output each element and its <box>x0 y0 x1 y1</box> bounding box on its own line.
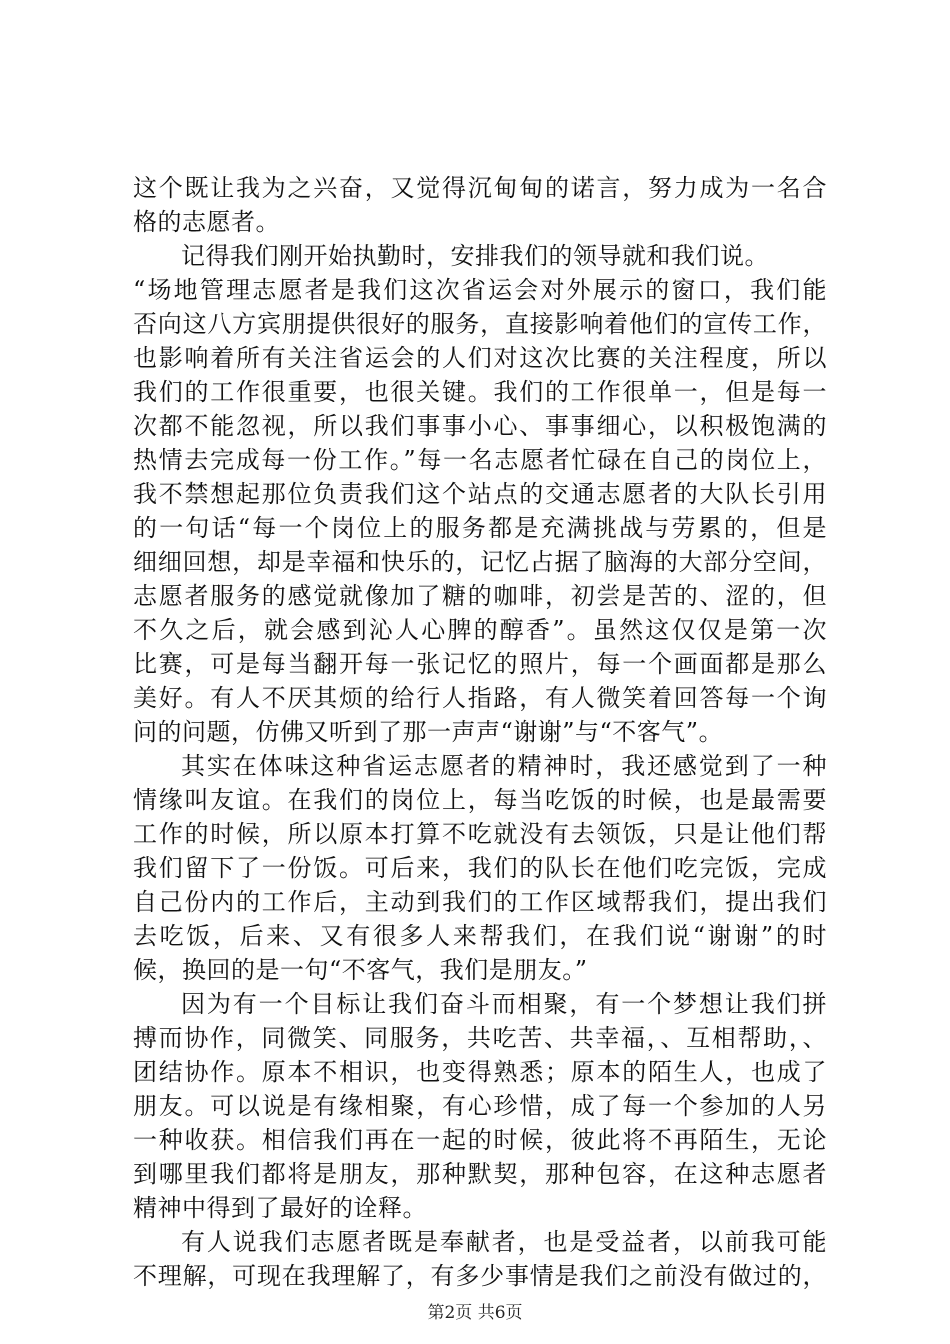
text-line: 否向这八方宾朋提供很好的服务，直接影响着他们的宣传工作， <box>133 310 827 338</box>
text-line: 的一句话“每一个岗位上的服务都是充满挑战与劳累的，但是 <box>133 514 827 542</box>
text-line: 去吃饭，后来、又有很多人来帮我们，在我们说“谢谢”的时 <box>133 922 827 950</box>
page-footer: 第2页 共6页 <box>427 1303 523 1323</box>
text-line: 志愿者服务的感觉就像加了糖的咖啡，初尝是苦的、涩的，但 <box>133 582 827 610</box>
text-line: 也影响着所有关注省运会的人们对这次比赛的关注程度，所以 <box>133 344 827 372</box>
text-line: “场地管理志愿者是我们这次省运会对外展示的窗口，我们能 <box>133 276 827 304</box>
text-line: 细细回想，却是幸福和快乐的，记忆占据了脑海的大部分空间， <box>133 548 827 576</box>
text-line: 这个既让我为之兴奋，又觉得沉甸甸的诺言，努力成为一名合 <box>133 174 827 202</box>
text-line: 我们留下了一份饭。可后来，我们的队长在他们吃完饭，完成 <box>133 854 827 882</box>
text-line: 次都不能忽视，所以我们事事小心、事事细心，以积极饱满的 <box>133 412 827 440</box>
text-line: 不理解，可现在我理解了，有多少事情是我们之前没有做过的， <box>133 1262 827 1290</box>
text-line: 格的志愿者。 <box>133 208 280 236</box>
text-line: 工作的时候，所以原本打算不吃就没有去领饭，只是让他们帮 <box>133 820 827 848</box>
text-line: 团结协作。原本不相识，也变得熟悉；原本的陌生人，也成了 <box>133 1058 827 1086</box>
text-line: 自己份内的工作后，主动到我们的工作区域帮我们，提出我们 <box>133 888 827 916</box>
text-line: 热情去完成每一份工作。”每一名志愿者忙碌在自己的岗位上， <box>133 446 827 474</box>
text-line: 精神中得到了最好的诠释。 <box>133 1194 427 1222</box>
text-line: 因为有一个目标让我们奋斗而相聚，有一个梦想让我们拼 <box>181 990 827 1018</box>
text-line: 比赛，可是每当翻开每一张记忆的照片，每一个画面都是那么 <box>133 650 827 678</box>
text-line: 候，换回的是一句“不客气，我们是朋友。” <box>133 956 588 984</box>
text-line: 情缘叫友谊。在我们的岗位上，每当吃饭的时候，也是最需要 <box>133 786 827 814</box>
text-line: 朋友。可以说是有缘相聚，有心珍惜，成了每一个参加的人另 <box>133 1092 827 1120</box>
text-line: 问的问题，仿佛又听到了那一声声“谢谢”与“不客气”。 <box>133 718 724 746</box>
text-line: 我们的工作很重要，也很关键。我们的工作很单一，但是每一 <box>133 378 827 406</box>
text-line: 搏而协作，同微笑、同服务，共吃苦、共幸福，、互相帮助，、 <box>133 1024 827 1052</box>
text-line: 不久之后，就会感到沁人心脾的醇香”。虽然这仅仅是第一次 <box>133 616 827 644</box>
text-line: 我不禁想起那位负责我们这个站点的交通志愿者的大队长引用 <box>133 480 827 508</box>
text-line: 其实在体味这种省运志愿者的精神时，我还感觉到了一种 <box>181 752 827 780</box>
text-line: 一种收获。相信我们再在一起的时候，彼此将不再陌生，无论 <box>133 1126 827 1154</box>
text-line: 到哪里我们都将是朋友，那种默契，那种包容，在这种志愿者 <box>133 1160 827 1188</box>
text-line: 有人说我们志愿者既是奉献者，也是受益者，以前我可能 <box>181 1228 827 1256</box>
body-text <box>133 171 827 1293</box>
text-line: 记得我们刚开始执勤时，安排我们的领导就和我们说。 <box>181 242 769 270</box>
text-line: 美好。有人不厌其烦的给行人指路，有人微笑着回答每一个询 <box>133 684 827 712</box>
